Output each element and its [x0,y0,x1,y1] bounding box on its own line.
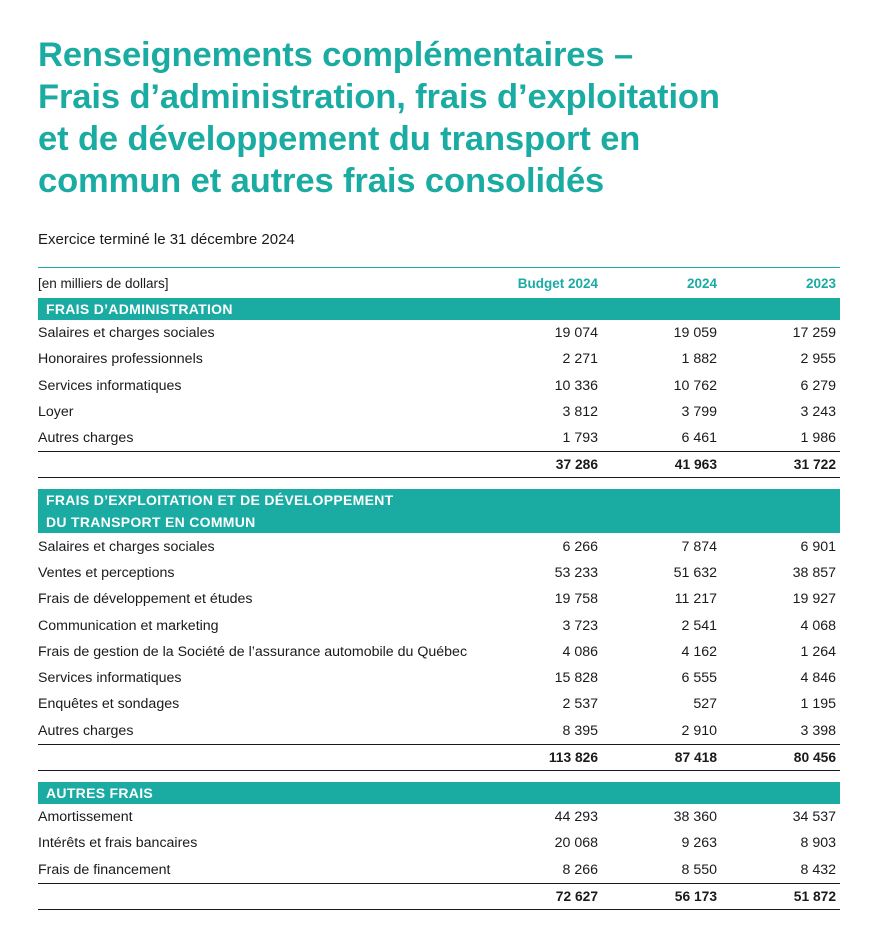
section-spacer [38,771,840,782]
page-title [38,34,858,202]
row-value: 11 217 [674,591,717,608]
row-value: 20 068 [554,835,598,852]
row-value: 4 086 [562,643,598,660]
row-value: 3 723 [562,617,598,634]
row-label: Honoraires professionnels [38,351,203,368]
column-header-budget-2024: Budget 2024 [517,275,598,291]
row-value: 4 162 [681,643,717,660]
row-value: 19 059 [673,325,717,342]
column-header-2024: 2024 [686,275,717,291]
row-value: 2 271 [562,351,598,368]
row-label: Services informatiques [38,377,182,394]
section-heading-text: FRAIS D’EXPLOITATION ET DE DÉVELOPPEMENT [46,492,394,509]
table-header-row [38,267,840,298]
row-label: Enquêtes et sondages [38,696,180,713]
row-value: 44 293 [554,809,598,825]
row-value: 38 857 [792,564,836,581]
row-value: 1 195 [800,696,836,713]
row-value: 8 266 [562,861,598,878]
row-value: 6 901 [800,538,836,555]
table-row [38,399,840,425]
total-value: 113 826 [548,749,598,765]
row-value: 1 882 [681,351,717,368]
section-heading [38,782,840,804]
table-row [38,665,840,691]
row-value: 1 986 [800,430,836,447]
section-heading-text: FRAIS D’ADMINISTRATION [46,301,233,317]
table-row [38,425,840,451]
table-row [38,373,840,399]
table-row [38,830,840,856]
title-line: Renseignements complémentaires – [38,36,634,74]
row-value: 19 927 [792,591,836,608]
fiscal-year-subtitle: Exercice terminé le 31 décembre 2024 [38,231,295,248]
row-value: 8 903 [800,835,836,852]
table-row [38,691,840,717]
row-value: 8 395 [562,722,598,739]
row-value: 17 259 [792,325,836,342]
row-value: 6 461 [681,430,717,447]
row-value: 3 243 [800,404,836,421]
row-label: Communication et marketing [38,617,219,634]
section-heading-text: AUTRES FRAIS [46,784,154,801]
table-row [38,612,840,638]
row-value: 1 793 [562,430,598,447]
row-value: 19 074 [554,325,598,342]
row-value: 4 846 [800,670,836,687]
row-label: Amortissement [38,809,133,825]
row-value: 2 910 [681,722,717,739]
row-value: 8 550 [681,861,717,878]
total-value: 56 173 [674,888,717,904]
title-line: commun et autres frais consolidés [38,162,605,200]
row-value: 38 360 [673,809,717,825]
title-line: et de développement du transport en [38,120,641,158]
row-value: 1 264 [800,643,836,660]
section-heading [38,489,840,533]
row-label: Intérêts et frais bancaires [38,835,198,852]
column-header-2023: 2023 [805,275,836,291]
table-row [38,586,840,612]
total-value: 37 286 [555,457,598,473]
row-label: Frais de gestion de la Société de l’assurance automobile du Québec [38,643,468,660]
total-value: 41 963 [674,457,717,473]
row-value: 51 632 [673,564,717,581]
row-label: Ventes et perceptions [38,564,175,581]
unit-label: [en milliers de dollars] [38,275,169,291]
total-value: 80 456 [793,749,836,765]
section-heading-text: DU TRANSPORT EN COMMUN [46,514,256,531]
row-value: 3 799 [681,404,717,421]
row-label: Frais de financement [38,861,171,878]
row-value: 4 068 [800,617,836,634]
total-value: 31 722 [793,457,836,473]
row-value: 10 336 [554,377,598,394]
total-row [38,451,840,478]
total-value: 51 872 [793,888,836,904]
section-heading [38,298,840,320]
row-label: Autres charges [38,722,134,739]
row-value: 34 537 [792,809,836,825]
row-value: 8 432 [800,861,836,878]
financial-table [38,267,840,910]
row-label: Services informatiques [38,670,182,687]
row-label: Frais de développement et études [38,591,253,608]
row-value: 15 828 [554,670,598,687]
total-row [38,744,840,771]
row-value: 2 955 [800,351,836,368]
row-value: 19 758 [554,591,598,608]
table-row [38,718,840,744]
row-value: 3 812 [562,404,598,421]
row-label: Autres charges [38,430,134,447]
row-value: 6 279 [800,377,836,394]
row-label: Loyer [38,404,74,421]
table-row [38,804,840,830]
table-body [38,298,840,910]
row-value: 53 233 [554,564,598,581]
total-value: 87 418 [674,749,717,765]
total-value: 72 627 [555,888,598,904]
row-label: Salaires et charges sociales [38,538,215,555]
table-row [38,639,840,665]
row-value: 2 541 [681,617,717,634]
table-row [38,533,840,559]
row-value: 7 874 [681,538,717,555]
row-value: 10 762 [673,377,717,394]
row-value: 2 537 [562,696,598,713]
table-row [38,346,840,372]
table-row [38,560,840,586]
title-line: Frais d’administration, frais d’exploitation [38,78,720,116]
row-value: 527 [693,696,717,713]
table-row [38,856,840,882]
section-spacer [38,478,840,489]
row-value: 6 266 [562,538,598,555]
row-value: 3 398 [800,722,836,739]
row-value: 6 555 [681,670,717,687]
row-value: 9 263 [681,835,717,852]
table-row [38,320,840,346]
total-row [38,883,840,910]
row-label: Salaires et charges sociales [38,325,215,342]
